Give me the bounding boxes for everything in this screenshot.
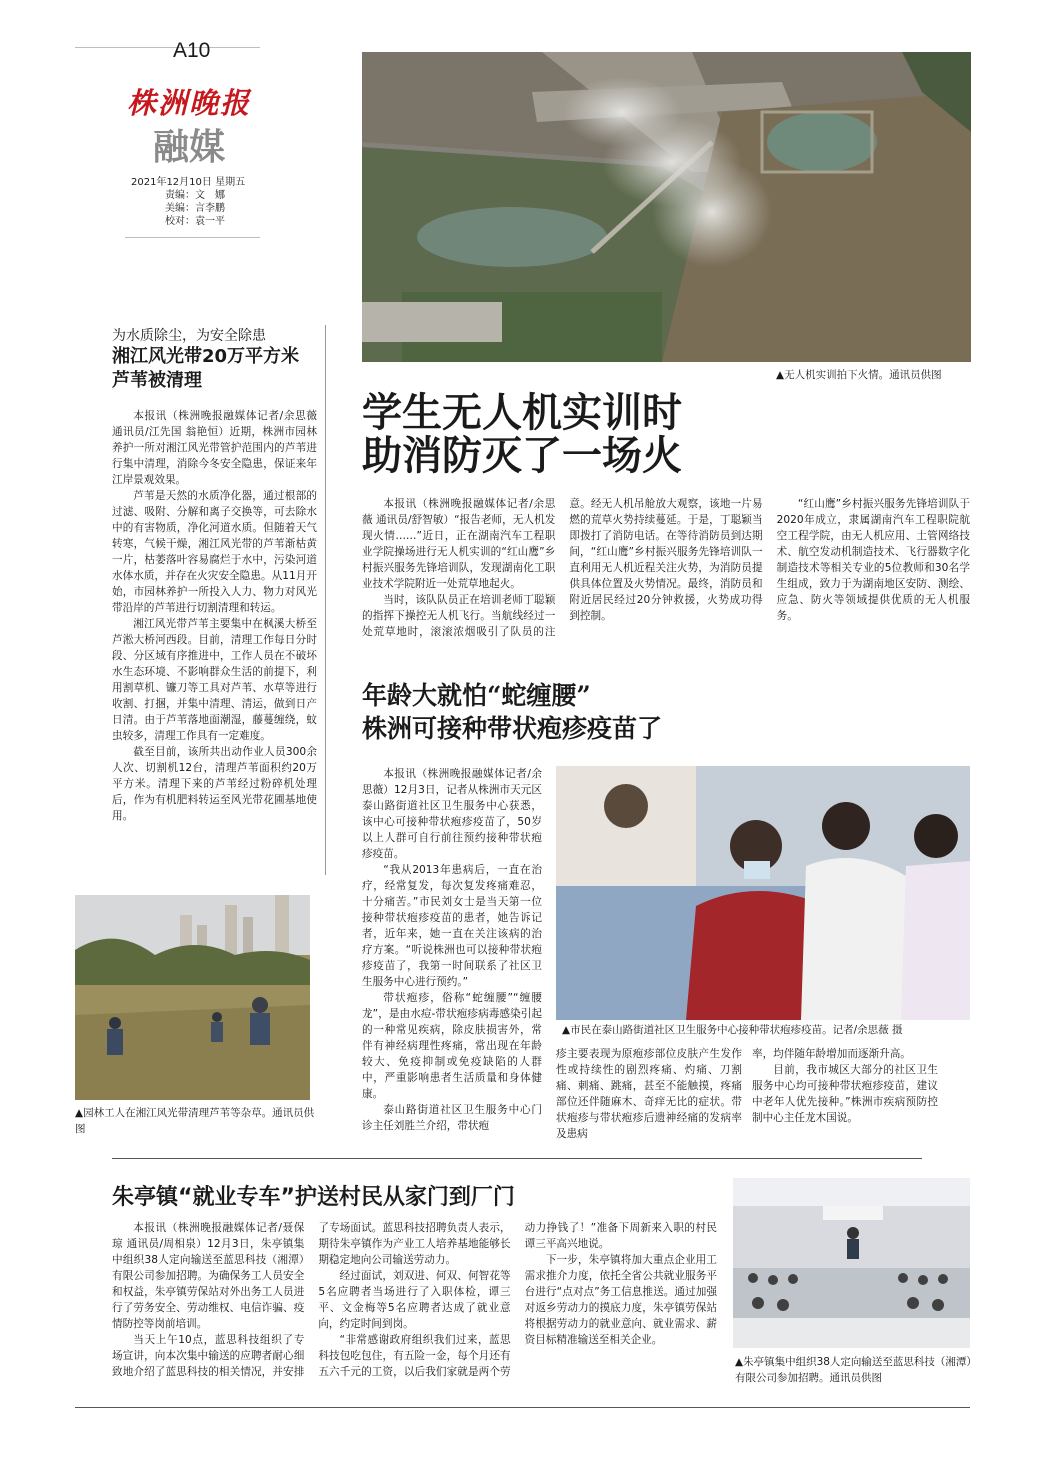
reeds-photo-caption: ▲园林工人在湘江风光带清理芦苇等杂草。通讯员供图 [75, 1107, 315, 1135]
bus-body [112, 1220, 717, 1385]
reeds-kicker: 为水质除尘，为安全除患 [112, 328, 266, 344]
bus-paragraph: “非常感谢政府组织我们过来，蓝思科技包吃包住，有五险一金，每个月还有五六千元的工资，以后我们家就是两个劳动力挣钱了！”准备下周新来入职的村民谭三平高兴地说。 [318, 1222, 717, 1378]
drone-photo [362, 52, 971, 362]
drone-paragraph: 本报讯（株洲晚报融媒体记者/余思薇 通讯员/舒智敏）“报告老师，无人机发现火情……”近日，正在湖南汽车工程职业学院操场进行无人机实训的“红山鹰”乡村振兴服务先锋培训队，发现湖南化工职业技术学院附近一处荒草地起火。 [362, 498, 556, 590]
reeds-paragraph: 芦苇是天然的水质净化器，通过根部的过滤、吸附、分解和离子交换等，可去除水中的有害物质，净化河道水质。但随着天气转寒，气候干燥，湘江风光带的芦苇渐枯黄一片，枯萎落叶容易腐烂于水中，污染河道水体水质，并存在火灾安全隐患。从11月开始，市园林养护一所投入人力、物力对风光带沿岸的芦苇进行切割清理和转运。 [112, 490, 317, 614]
vaccine-paragraph: 泰山路街道社区卫生服务中心门诊主任刘胜兰介绍，带状疱 [362, 1104, 542, 1132]
vaccine-body-col2 [556, 1046, 742, 1141]
vaccine-paragraph: 带状疱疹，俗称“蛇缠腰”“缠腰龙”，是由水痘-带状疱疹病毒感染引起的一种常见疾病，除皮肤损害外，常伴有神经病理性疼痛，常出现在年龄较大、免疫抑制或免疫缺陷的人群中，严重影响患者生活质量和身体健康。 [362, 992, 542, 1100]
bus-paragraph: 经过面试，刘双进、何双、何智花等5名应聘者当场进行了入职体检，谭三平、文金梅等5名应聘者达成了就业意向，约定时间到岗。 [318, 1270, 511, 1330]
paper-logo [127, 81, 259, 120]
recruitment-room-image [733, 1178, 970, 1348]
vaccine-photo [556, 766, 970, 1020]
bus-paragraph: 本报讯（株洲晚报融媒体记者/聂保琼 通讯员/周相泉）12月3日，朱亭镇集中组织38人定向输送至蓝思科技（湘潭）有限公司参加招聘。为确保务工人员安全和权益，朱亭镇劳保站对外出务工人员进行了劳务安全、劳动维权、电信诈骗、疫情防控等岗前培训。 [112, 1222, 305, 1330]
bus-paragraph: 当天上午10点，蓝思科技组织了专场宣讲，向本次集中输送的应聘者耐心细致地介绍了蓝思科技的相关情况，并安排了专场面试。蓝思科技招聘负责人表示，期待朱亭镇作为产业工人培养基地能够长期稳定地向公司输送劳动力。 [112, 1222, 511, 1378]
vaccine-paragraph: 目前，我市城区大部分的社区卫生服务中心均可接种带状疱疹疫苗，建议中老年人优先接种。”株洲市疾病预防控制中心主任龙木国说。 [752, 1064, 938, 1124]
vaccine-paragraph: 疹主要表现为原疱疹部位皮肤产生发作性或持续性的剧烈疼痛、灼痛、刀割痛、刺痛、跳痛，甚至不能触摸，疼痛部位还伴随麻木、奇痒无比的症状。带状疱疹与带状疱疹后遗神经痛的发病率及患病 [556, 1048, 742, 1140]
vaccine-body-col1 [362, 766, 542, 1146]
reeds-paragraph: 本报讯（株洲晚报融媒体记者/余思薇 通讯员/江先国 翁艳恒）近期，株洲市园林养护一所对湘江风光带管护范围内的芦苇进行集中清理，消除今冬安全隐患，保证来年江岸景观效果。 [112, 410, 317, 486]
vaccine-body-col3 [752, 1046, 938, 1156]
section-name: 融媒 [153, 126, 226, 168]
vaccination-image [556, 766, 970, 1020]
reeds-paragraph: 截至目前，该所共出动作业人员300余人次、切割机12台，清理芦苇面积约20万平方米。清理下来的芦苇经过粉碎机处理后，作为有机肥料转运至风光带花圃基地使用。 [112, 746, 317, 822]
vaccine-headline-line2: 株洲可接种带状疱疹疫苗了 [362, 714, 663, 743]
drone-headline-line1: 学生无人机实训时 [362, 389, 682, 436]
bus-photo-caption: ▲朱亭镇集中组织38人定向输送至蓝思科技（湘潭）有限公司参加招聘。通讯员供图 [735, 1356, 972, 1384]
reeds-headline: 湘江风光带20万平方米芦苇被清理 [112, 346, 300, 391]
workers-clearing-reeds-image [75, 895, 310, 1100]
reeds-body [112, 408, 317, 824]
section-divider [112, 1158, 922, 1159]
vaccine-paragraph: 率，均伴随年龄增加而逐渐升高。 [752, 1048, 911, 1060]
paper-name: 株洲晚报 [127, 86, 252, 120]
bus-paragraph: 下一步，朱亭镇将加大重点企业用工需求推介力度，依托全省公共就业服务平台进行“点对点”务工信息推送。通过加强对返乡劳动力的摸底力度，朱亭镇劳保站将根据劳动力的就业意向、就业需求、薪资目标精准输送至相关企业。 [524, 1254, 717, 1346]
masthead-rule [125, 237, 260, 238]
date-line: 2021年12月10日 星期五 [131, 177, 246, 188]
credit-designer: 美编：言李鹏 [165, 203, 225, 214]
drone-body [362, 496, 970, 656]
drone-headline-line2: 助消防灭了一场火 [362, 432, 682, 479]
header-rule [75, 47, 260, 48]
vaccine-paragraph: “我从2013年患病后，一直在治疗，经常复发，每次复发疼痛难忍，十分痛苦。”市民刘女士是当天第一位接种带状疱疹疫苗的患者，她告诉记者，近年来，她一直在关注该病的治疗方案。“听说株洲也可以接种带状疱疹疫苗了，我第一时间联系了社区卫生服务中心进行预约。” [362, 864, 542, 988]
bus-headline: 朱亭镇“就业专车”护送村民从家门到厂门 [112, 1185, 515, 1210]
reeds-paragraph: 湘江风光带芦苇主要集中在枫溪大桥至芦淞大桥河西段。目前，清理工作每日分时段、分区域有序推进中，工作人员在不破坏水生态环境、不影响群众生活的前提下，利用割草机、镰刀等工具对芦苇、水草等进行收割、打捆，并集中清理、清运，做到日产日清。由于芦苇落地面潮湿，藤蔓缠绕，蚊虫较多，清理工作具有一定难度。 [112, 618, 317, 742]
vaccine-paragraph: 本报讯（株洲晚报融媒体记者/余思薇）12月3日，记者从株洲市天元区泰山路街道社区卫生服务中心获悉，该中心可接种带状疱疹疫苗了，50岁以上人群可自行前往预约接种带状疱疹疫苗。 [362, 768, 542, 860]
left-column-rule [325, 325, 326, 875]
aerial-fire-image [362, 52, 971, 362]
vaccine-headline-line1: 年龄大就怕“蛇缠腰” [362, 681, 591, 710]
drone-photo-caption: ▲无人机实训拍下火情。通讯员供图 [776, 369, 942, 381]
masthead [75, 35, 260, 245]
drone-paragraph: “红山鹰”乡村振兴服务先锋培训队于2020年成立，隶属湖南汽车工程职院航空工程学院，由无人机应用、土管网络技术、航空发动机制造技术、飞行器数字化制造技术等相关专业的5位教师和30名学生组成，致力于为湖南地区安防、测绘、应急、防火等领域提供优质的无人机服务。 [776, 498, 970, 622]
page-number: A10 [173, 39, 211, 62]
credit-editor: 责编：文 娜 [165, 190, 225, 201]
bus-photo [733, 1178, 970, 1348]
vaccine-photo-caption: ▲市民在泰山路街道社区卫生服务中心接种带状疱疹疫苗。记者/余思薇 摄 [562, 1024, 903, 1036]
reeds-photo [75, 895, 310, 1100]
drone-paragraph: 当时，该队队员正在培训老师丁聪颖的指挥下操控无人机飞行。当航线经过一处荒草地时，滚滚浓烟吸引了队员的注意。经无人机吊舱放大观察，该地一片易燃的荒草火势持续蔓延。于是，丁聪颖当即拨打了消防电话。在等待消防员到达期间，“红山鹰”乡村振兴服务先锋培训队一直利用无人机近程关注火势，为消防员提供具体位置及火势情况。最终，消防员和附近居民经过20分钟救援，火势成功得到控制。 [362, 498, 763, 638]
bottom-rule [75, 1407, 970, 1408]
credit-proofreader: 校对：袁一平 [165, 216, 225, 227]
